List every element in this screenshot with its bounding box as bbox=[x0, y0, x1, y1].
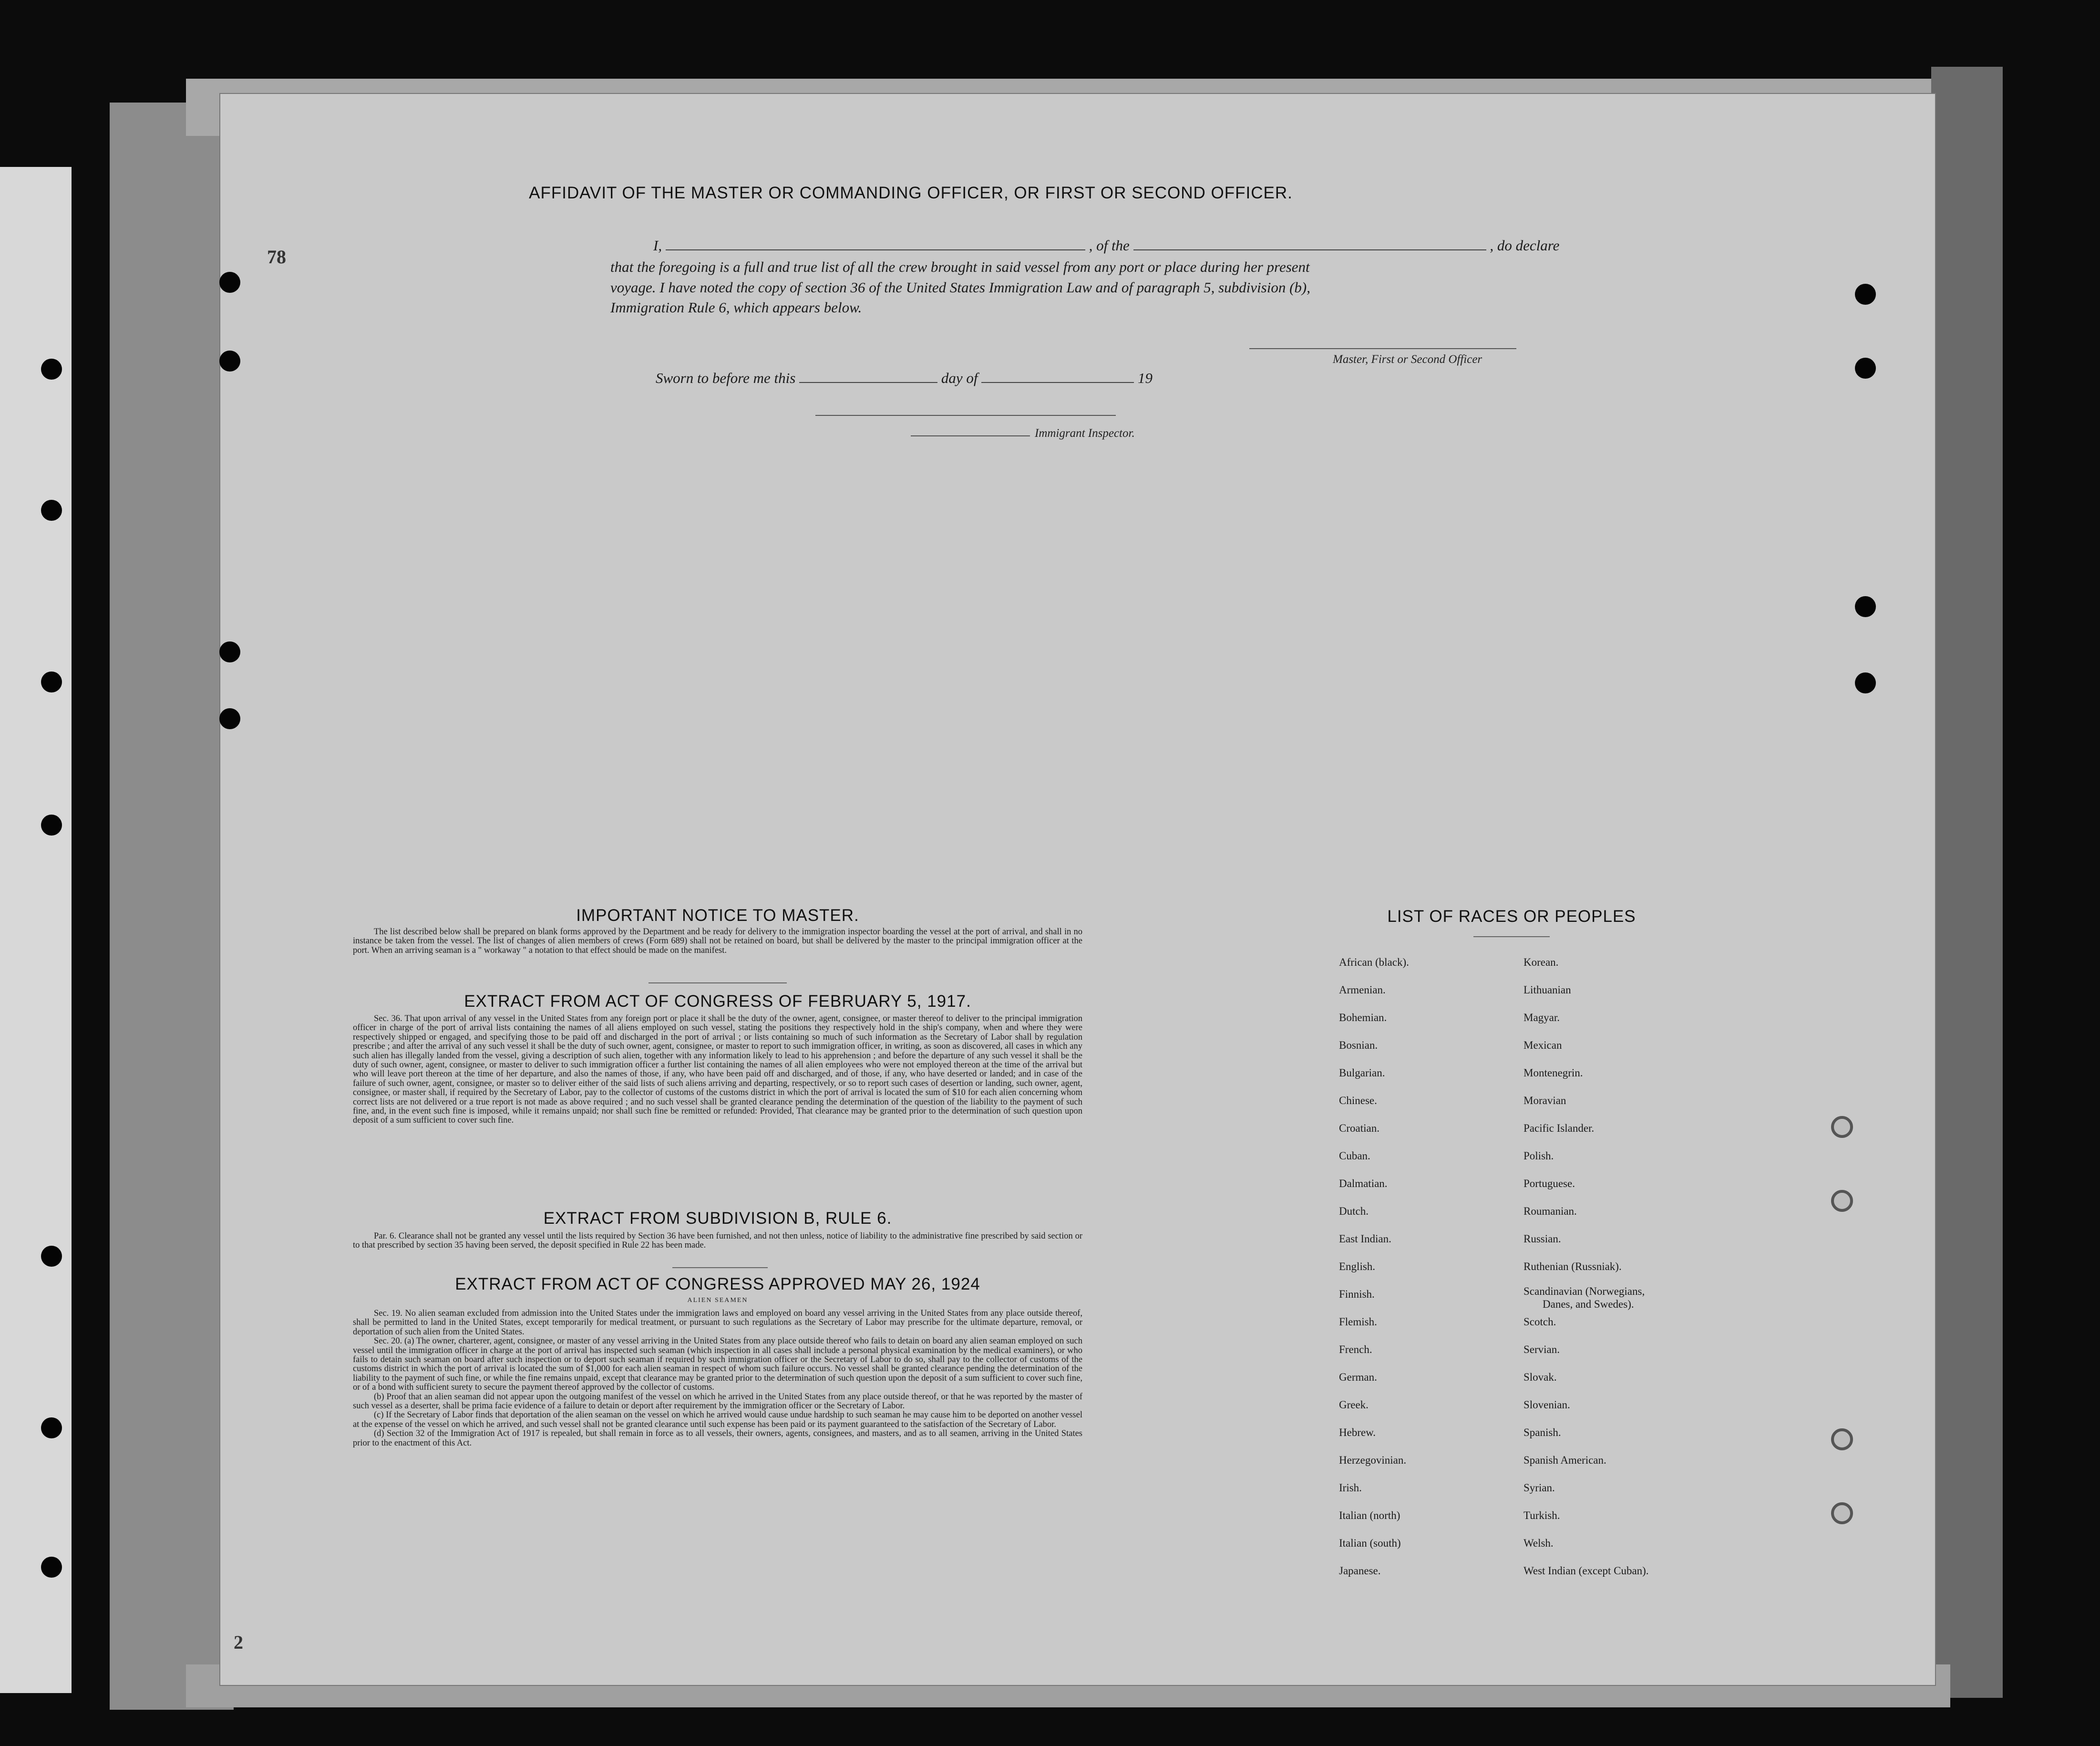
inspector-signature-line bbox=[815, 415, 1116, 416]
race-item: Hebrew. bbox=[1339, 1426, 1376, 1438]
race-item: Spanish. bbox=[1524, 1426, 1561, 1438]
affidavit-line-2: that the foregoing is a full and true list of all the crew brought in said vessel from any port or place during her present bbox=[610, 258, 1310, 275]
race-item: Dutch. bbox=[1339, 1205, 1369, 1217]
affidavit-of-the: , of the bbox=[1089, 237, 1130, 254]
punch-hole bbox=[1855, 358, 1876, 379]
sworn-text: Sworn to before me this bbox=[656, 370, 796, 386]
race-item: Japanese. bbox=[1339, 1565, 1381, 1577]
race-item: Dalmatian. bbox=[1339, 1178, 1388, 1189]
back-sheet-left bbox=[110, 103, 234, 1710]
race-item: Roumanian. bbox=[1524, 1205, 1577, 1217]
section-19-paragraph: Sec. 19. No alien seaman excluded from admission into the United States under the immigration laws and employed on board any vessel arriving in the United States from any place outside thereof, shall be permitted to land in the United States, except temporarily for medical treatment, or pursuant to such regulations as the Secretary of Labor may prescribe for the ultimate departure, removal, or deportation of such alien from the United States. bbox=[353, 1309, 1082, 1337]
binder-hole bbox=[41, 500, 62, 521]
margin-mark-top: 78 bbox=[267, 246, 286, 268]
punch-hole bbox=[1855, 672, 1876, 693]
affidavit-line-1 bbox=[653, 236, 1559, 254]
race-item: Finnish. bbox=[1339, 1288, 1375, 1300]
affidavit-line-4: Immigration Rule 6, which appears below. bbox=[610, 299, 862, 316]
race-item: Scotch. bbox=[1524, 1316, 1556, 1328]
vessel-blank bbox=[1133, 236, 1486, 250]
binder-hole bbox=[41, 815, 62, 836]
inspector-signature-line-2 bbox=[911, 435, 1030, 436]
punch-hole bbox=[1831, 1502, 1853, 1524]
race-item: Korean. bbox=[1524, 956, 1559, 968]
month-blank bbox=[981, 369, 1134, 383]
race-item: Greek. bbox=[1339, 1399, 1369, 1411]
manifest-page bbox=[219, 93, 1936, 1686]
year-text: 19 bbox=[1137, 370, 1153, 386]
section-20c-paragraph: (c) If the Secretary of Labor finds that deportation of the alien seaman on the vessel on which he arrived would cause undue hardship to such seaman he may cause him to be deported on another vessel at the expense of the vessel on which he arrived, and such vessel shall not be granted clearance until such expense has been paid or its payment guaranteed to the satisfaction of the Secretary of Labor. bbox=[353, 1410, 1082, 1429]
race-item: West Indian (except Cuban). bbox=[1524, 1565, 1649, 1577]
punch-hole bbox=[1831, 1190, 1853, 1212]
punch-hole bbox=[1855, 284, 1876, 305]
divider bbox=[1473, 936, 1550, 937]
affidavit-declare: , do declare bbox=[1490, 237, 1560, 254]
extract-rule6-text bbox=[353, 1232, 1082, 1250]
punch-hole bbox=[1831, 1428, 1853, 1450]
race-item: Chinese. bbox=[1339, 1095, 1377, 1106]
affidavit-title: AFFIDAVIT OF THE MASTER OR COMMANDING OFFICER, OR FIRST OR SECOND OFFICER. bbox=[529, 184, 1293, 202]
race-item: Scandinavian (Norwegians, bbox=[1524, 1285, 1645, 1297]
race-item: Slovak. bbox=[1524, 1371, 1557, 1383]
race-item: Montenegrin. bbox=[1524, 1067, 1583, 1079]
binder-hole bbox=[41, 672, 62, 692]
back-sheet-right bbox=[1931, 67, 2003, 1698]
race-item: Herzegovinian. bbox=[1339, 1454, 1407, 1466]
extract-1917-text bbox=[353, 1014, 1082, 1126]
race-item: Ruthenian (Russniak). bbox=[1524, 1260, 1622, 1272]
race-item: Italian (north) bbox=[1339, 1509, 1400, 1521]
binder-hole bbox=[41, 1246, 62, 1267]
race-item: East Indian. bbox=[1339, 1233, 1391, 1245]
alien-seamen-subtitle: ALIEN SEAMEN bbox=[687, 1297, 748, 1304]
race-item: Bosnian. bbox=[1339, 1039, 1378, 1051]
race-item: Armenian. bbox=[1339, 984, 1386, 996]
race-item: German. bbox=[1339, 1371, 1377, 1383]
races-title: LIST OF RACES OR PEOPLES bbox=[1387, 907, 1636, 926]
punch-hole bbox=[219, 708, 240, 729]
section-36-paragraph: Sec. 36. That upon arrival of any vessel in the United States from any foreign port or place it shall be the duty of the owner, agent, consignee, or master thereof to deliver to the principal immigration officer in charge of the port of arrival lists containing the names of all aliens employed on such vessel, stating the positions they respectively hold in the ship's company, when and where they were respectively shipped or engaged, and specifying those to be paid off and discharged in the port of arrival ; or lists containing so much of such information as the Secretary of Labor shall by regulation prescribe ; and after the arrival of any such vessel it shall be the duty of such owner, agent, consignee, or master to report to such immigration officer, in writing, as soon as discovered, all cases in which any such alien has illegally landed from the vessel, giving a description of such alien, together with any information likely to lead to his apprehension ; and before the departure of any such vessel it shall be the duty of such owner, agent, consignee, or master to deliver to such immigration officer a further list containing the names of all alien employees who were not employed thereon at the time of the arrival but who will leave port thereon at the time of her departure, and also the names of those, if any, who have been paid off and discharged, and of those, if any, who have deserted or landed; and in case of the failure of such owner, agent, consignee, or master so to deliver either of the said lists of such aliens arriving and departing, respectively, or so to report such cases of desertion or landing, such owner, agent, consignee, or master shall, if required by the Secretary of Labor, pay to the collector of customs of the customs district in which the port of arrival is located the sum of $10 for each alien concerning whom correct lists are not delivered or a true report is not made as above required ; and no such vessel shall be granted clearance pending the determination of the question of the liability to the payment of such fine, and, in the event such fine is imposed, while it remains unpaid; nor shall such fine be remitted or refunded: Provided, That clearance may be granted prior to the determination of such question upon deposit of a sum sufficient to cover such fine. bbox=[353, 1014, 1082, 1126]
race-item: Lithuanian bbox=[1524, 984, 1571, 996]
day-blank bbox=[799, 369, 937, 383]
affidavit-line-3: voyage. I have noted the copy of section 36 of the United States Immigration Law and of paragraph 5, subdivision (b), bbox=[610, 279, 1310, 296]
notice-text bbox=[353, 928, 1082, 955]
name-blank bbox=[666, 236, 1085, 250]
race-item-continuation: Danes, and Swedes). bbox=[1543, 1298, 1634, 1310]
section-20a-paragraph: Sec. 20. (a) The owner, charterer, agent, consignee, or master of any vessel arriving in the United States from any place outside thereof who fails to detain on board any alien seaman employed on such vessel until the immigration officer in charge at the port of arrival has inspected such seaman (which inspection in all cases shall include a personal physical examination by the medical examiners), or who fails to detain such seaman on board after such inspection or to deport such seaman if required by such immigration officer or the Secretary of Labor to do so, shall pay to the collector of customs of the customs district in which the port of arrival is located the sum of $1,000 for each alien seaman in respect of whom such failure occurs. No vessel shall be granted clearance pending the determination of the liability to the payment of such fine, or while the fine remains unpaid, except that clearance may be granted prior to the determination of such question upon the deposit of a sum sufficient to cover such fine, or of a bond with sufficient surety to secure the payment thereof approved by the collector of customs. bbox=[353, 1336, 1082, 1393]
race-item: Bulgarian. bbox=[1339, 1067, 1385, 1079]
race-item: Spanish American. bbox=[1524, 1454, 1606, 1466]
affidavit-i: I, bbox=[653, 237, 662, 254]
race-item: Russian. bbox=[1524, 1233, 1561, 1245]
extract-rule6-title: EXTRACT FROM SUBDIVISION B, RULE 6. bbox=[543, 1209, 892, 1228]
race-item: Magyar. bbox=[1524, 1012, 1560, 1023]
sworn-line bbox=[656, 369, 1153, 387]
race-item: Flemish. bbox=[1339, 1316, 1377, 1328]
extract-1924-title: EXTRACT FROM ACT OF CONGRESS APPROVED MAY 26, 1924 bbox=[455, 1275, 980, 1293]
day-of-text: day of bbox=[941, 370, 978, 386]
race-item: Italian (south) bbox=[1339, 1537, 1401, 1549]
extract-1924-text bbox=[353, 1309, 1082, 1448]
binder-hole bbox=[41, 1557, 62, 1578]
divider bbox=[649, 982, 787, 983]
race-item: Croatian. bbox=[1339, 1122, 1379, 1134]
punch-hole bbox=[219, 641, 240, 662]
master-signature-line bbox=[1249, 348, 1516, 349]
divider bbox=[672, 1267, 768, 1268]
punch-hole bbox=[1831, 1116, 1853, 1138]
race-item: Cuban. bbox=[1339, 1150, 1370, 1162]
section-20d-paragraph: (d) Section 32 of the Immigration Act of 1917 is repealed, but shall remain in force as to all vessels, their owners, agents, consignees, and masters, and as to all seamen, arriving in the United States prior to the enactment of this Act. bbox=[353, 1429, 1082, 1448]
extract-1917-title: EXTRACT FROM ACT OF CONGRESS OF FEBRUARY 5, 1917. bbox=[464, 992, 971, 1011]
rule6-paragraph: Par. 6. Clearance shall not be granted any vessel until the lists required by Section 36 have been furnished, and not then unless, notice of liability to the administrative fine prescribed by said section or to that prescribed by section 35 having been served, the deposit specified in Rule 22 has been made. bbox=[353, 1231, 1082, 1250]
race-item: Bohemian. bbox=[1339, 1012, 1387, 1023]
master-signature-label: Master, First or Second Officer bbox=[1333, 353, 1482, 366]
binder-hole bbox=[41, 1417, 62, 1438]
punch-hole bbox=[1855, 596, 1876, 617]
notice-paragraph: The list described below shall be prepared on blank forms approved by the Department and be ready for delivery to the immigration inspector boarding the vessel at the port of arrival, and shall in no instance be taken from the vessel. The list of changes of alien members of crews (Form 689) shall not be retained on board, but shall be delivered by the master to the principal immigration officer at the port. When an arriving seaman is a " workaway " a notation to that effect should be made on the manifest. bbox=[353, 927, 1082, 955]
binder-hole bbox=[41, 359, 62, 380]
race-item: English. bbox=[1339, 1260, 1376, 1272]
race-item: Irish. bbox=[1339, 1482, 1362, 1494]
race-item: Mexican bbox=[1524, 1039, 1562, 1051]
left-edge-strip bbox=[0, 167, 72, 1693]
race-item: Polish. bbox=[1524, 1150, 1554, 1162]
race-item: African (black). bbox=[1339, 956, 1409, 968]
race-item: Portuguese. bbox=[1524, 1178, 1575, 1189]
race-item: Welsh. bbox=[1524, 1537, 1554, 1549]
race-item: Syrian. bbox=[1524, 1482, 1555, 1494]
race-item: Moravian bbox=[1524, 1095, 1566, 1106]
margin-mark-bottom: 2 bbox=[234, 1632, 243, 1653]
inspector-label: Immigrant Inspector. bbox=[1035, 427, 1135, 440]
section-20b-paragraph: (b) Proof that an alien seaman did not appear upon the outgoing manifest of the vessel on which he arrived in the United States from any place outside thereof, or that he was reported by the master of such vessel as a deserter, shall be prima facie evidence of a failure to detain or deport after requirement by the immigration officer or the Secretary of Labor. bbox=[353, 1392, 1082, 1411]
race-item: Turkish. bbox=[1524, 1509, 1560, 1521]
race-item: Pacific Islander. bbox=[1524, 1122, 1595, 1134]
race-item: French. bbox=[1339, 1343, 1372, 1355]
punch-hole bbox=[219, 351, 240, 372]
notice-title: IMPORTANT NOTICE TO MASTER. bbox=[576, 906, 859, 925]
punch-hole bbox=[219, 272, 240, 293]
race-item: Slovenian. bbox=[1524, 1399, 1570, 1411]
race-item: Servian. bbox=[1524, 1343, 1560, 1355]
